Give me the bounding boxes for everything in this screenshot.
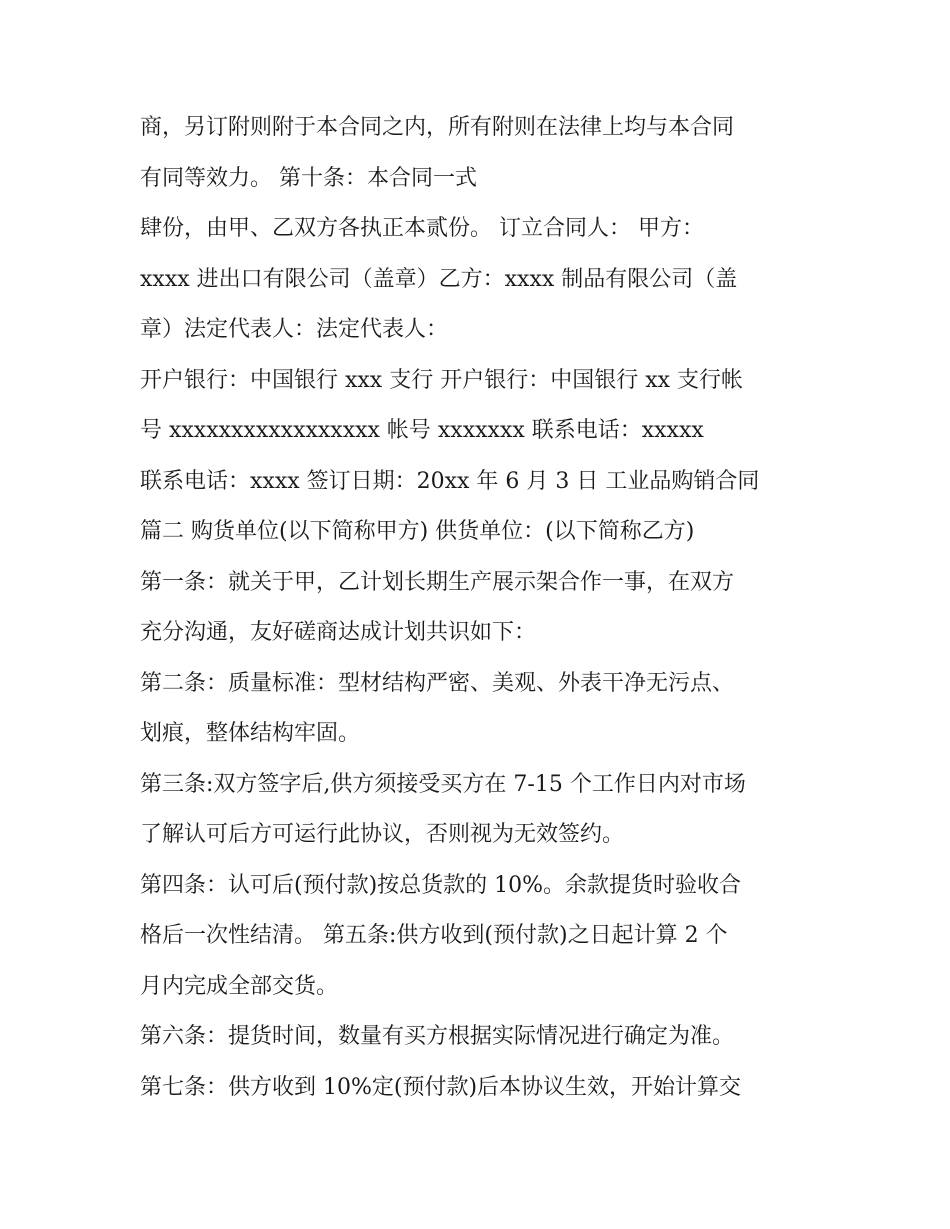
text-line: 划痕，整体结构牢固。: [140, 721, 361, 746]
contract-text: [140, 103, 820, 1113]
text-line: 充分沟通，友好磋商达成计划共识如下：: [140, 620, 537, 645]
text-line: 篇二 购货单位(以下简称甲方) 供货单位：(以下简称乙方): [140, 519, 695, 544]
text-line: 号 xxxxxxxxxxxxxxxxx 帐号 xxxxxxx 联系电话：xxxxx: [140, 418, 704, 443]
text-line: 开户银行：中国银行 xxx 支行 开户银行：中国银行 xx 支行帐: [140, 367, 744, 393]
text-line: 月内完成全部交货。: [140, 973, 339, 999]
text-line: 第三条:双方签字后,供方须接受买方在 7-15 个工作日内对市场: [140, 771, 746, 797]
text-line: 第二条：质量标准：型材结构严密、美观、外表干净无污点、: [140, 670, 735, 696]
text-line: 商，另订附则附于本合同之内，所有附则在法律上均与本合同: [140, 115, 735, 140]
text-line: 第六条：提货时间，数量有买方根据实际情况进行确定为准。: [140, 1024, 735, 1049]
text-line: 第一条：就关于甲，乙计划长期生产展示架合作一事，在双方: [140, 569, 735, 595]
text-line: 章）法定代表人：法定代表人：: [140, 317, 449, 342]
text-line: 格后一次性结清。 第五条:供方收到(预付款)之日起计算 2 个: [140, 923, 728, 948]
text-line: 第四条：认可后(预付款)按总货款的 10%。余款提货时验收合: [140, 872, 742, 898]
text-line: 联系电话：xxxx 签订日期：20xx 年 6 月 3 日 工业品购销合同: [140, 468, 760, 494]
text-line: xxxx 进出口有限公司（盖章）乙方：xxxx 制品有限公司（盖: [140, 266, 738, 292]
text-line: 肆份，由甲、乙双方各执正本贰份。 订立合同人： 甲方：: [140, 216, 704, 241]
text-line: 了解认可后方可运行此协议，否则视为无效签约。: [140, 822, 625, 847]
text-line: 有同等效力。 第十条：本合同一式: [140, 165, 477, 191]
text-line: 第七条：供方收到 10%定(预付款)后本协议生效，开始计算交: [140, 1074, 742, 1100]
